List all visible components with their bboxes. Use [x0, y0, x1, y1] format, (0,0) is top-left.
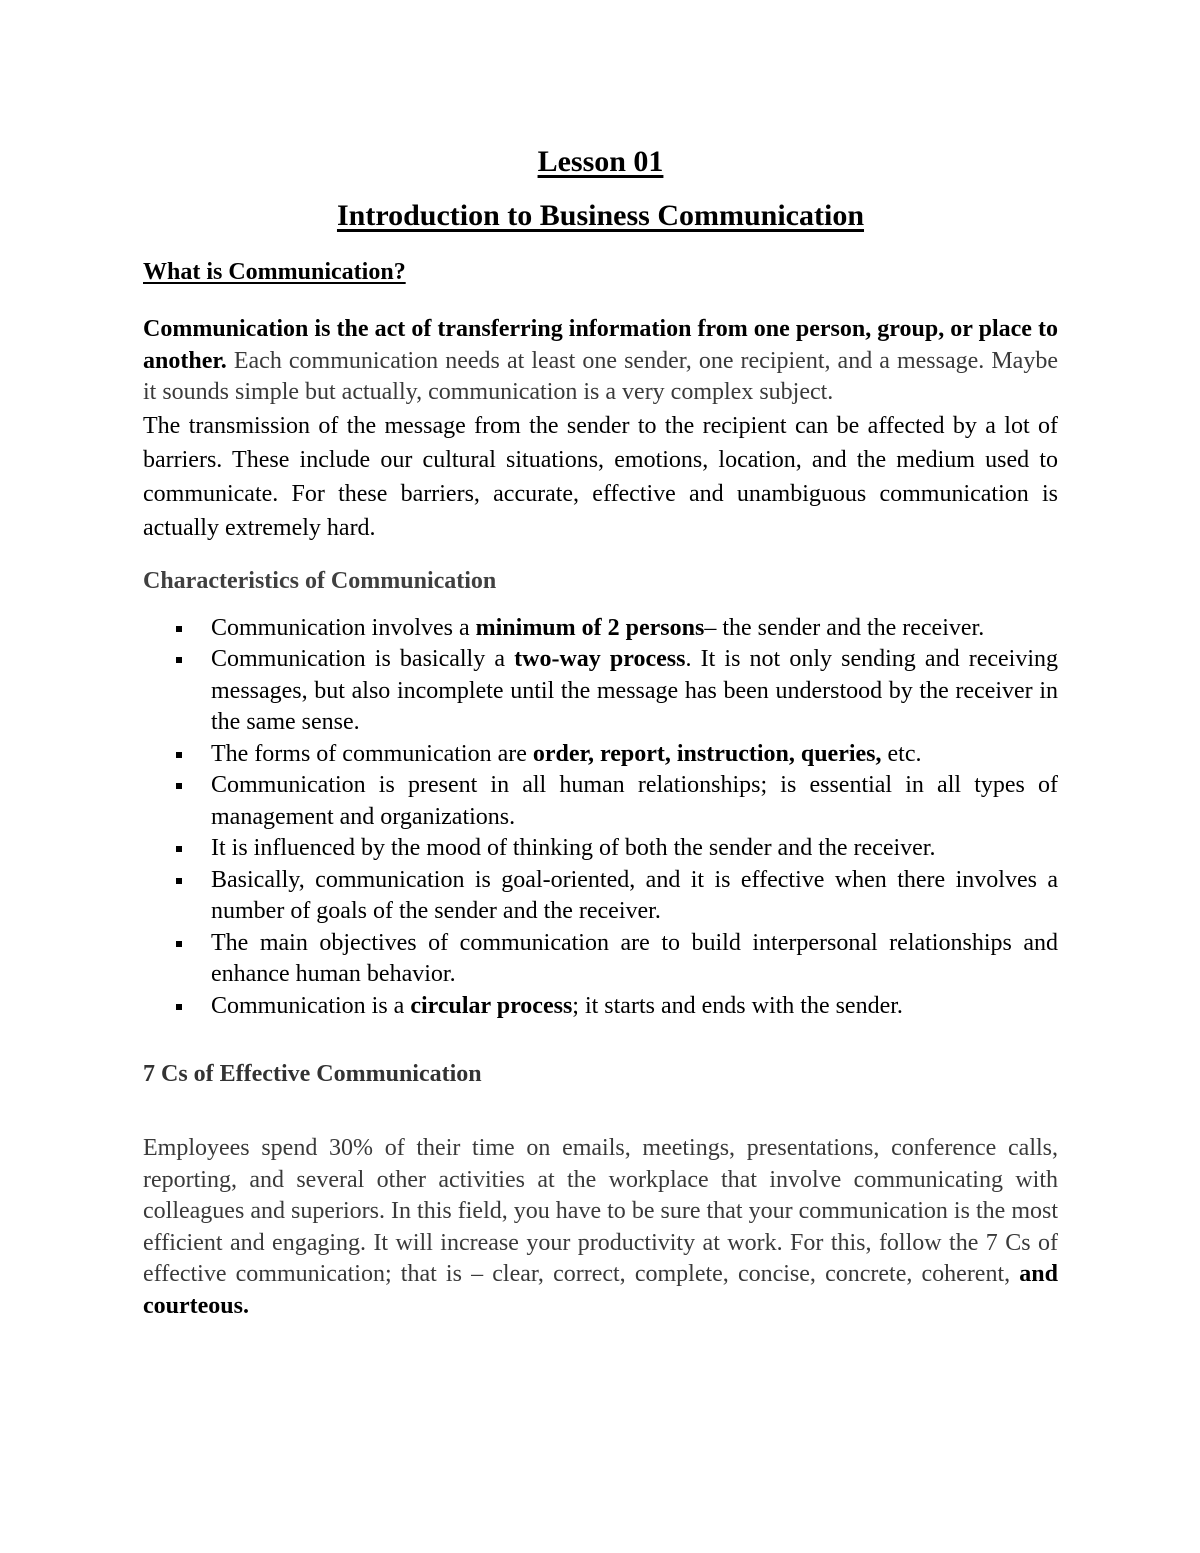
- list-item-text-after: – the sender and the receiver.: [704, 614, 985, 641]
- square-bullet-icon: [176, 846, 182, 852]
- characteristics-heading: Characteristics of Communication: [143, 567, 497, 594]
- list-item: [143, 739, 1058, 771]
- square-bullet-icon: [176, 941, 182, 947]
- square-bullet-icon: [176, 752, 182, 758]
- list-item-text: It is influenced by the mood of thinking of both the sender and the receiver.: [211, 835, 936, 861]
- list-item-text-after: etc.: [881, 740, 922, 767]
- list-item-text: The main objectives of communication are to build interpersonal relationships and enhance human behavior.: [211, 929, 1058, 987]
- list-item-bold: two-way process: [514, 646, 686, 672]
- square-bullet-icon: [176, 626, 182, 632]
- list-item-text: The forms of communication are: [211, 740, 533, 767]
- barriers-paragraph: The transmission of the message from the sender to the recipient can be affected by a lot of barriers. These include our cultural situations, emotions, location, and the medium used to communicate. For these barriers, accurate, effective and unambiguous communication is actually extremely hard.: [143, 412, 1058, 541]
- list-item: [143, 865, 1058, 928]
- seven-cs-paragraph: [143, 1133, 1058, 1322]
- definition-rest: Each communication needs at least one sender, one recipient, and a message. Maybe it sounds simple but actually, communication is a very complex subject.: [143, 347, 1058, 405]
- list-item: [143, 833, 1058, 865]
- document-page: [143, 140, 1058, 1322]
- list-item: [143, 613, 1058, 645]
- list-item: [143, 770, 1058, 833]
- list-item-bold: order, report, instruction, queries,: [532, 740, 882, 767]
- what-is-communication-heading: What is Communication?: [143, 259, 406, 285]
- list-item-text: Communication is present in all human relationships; is essential in all types of management and organizations.: [211, 772, 1058, 830]
- list-item: [143, 644, 1058, 739]
- seven-cs-heading: 7 Cs of Effective Communication: [143, 1061, 482, 1087]
- list-item-bold: minimum of 2 persons: [475, 614, 705, 641]
- list-item-text: Basically, communication is goal-oriented, and it is effective when there involves a number of goals of the sender and the receiver.: [211, 866, 1058, 924]
- definition-paragraph: [143, 314, 1058, 409]
- list-item: [143, 928, 1058, 991]
- lesson-title: Lesson 01: [537, 145, 664, 178]
- list-item: [143, 991, 1058, 1023]
- definition-bold-lead: Communication is the act of transferring information from one person, group, or place to another.: [143, 316, 1058, 374]
- square-bullet-icon: [176, 1004, 182, 1010]
- list-item-text: Communication is a: [211, 992, 411, 1019]
- square-bullet-icon: [176, 657, 182, 663]
- list-item-text: Communication involves a: [211, 614, 476, 641]
- square-bullet-icon: [176, 878, 182, 884]
- seven-cs-bold-tail: and courteous.: [143, 1261, 1058, 1319]
- square-bullet-icon: [176, 783, 182, 789]
- list-item-text-after: ; it starts and ends with the sender.: [572, 992, 903, 1019]
- list-item-text: Communication is basically a: [211, 646, 515, 672]
- seven-cs-text: Employees spend 30% of their time on emails, meetings, presentations, conference calls, reporting, and several other activities at the workplace that involve communicating with colleagues and superiors. In this field, you have to be sure that your communication is the most efficient and engaging. It will increase your productivity at work. For this, follow the 7 Cs of effective communication; that is – clear, correct, complete, concise, concrete, coherent,: [143, 1135, 1058, 1287]
- characteristics-list: [143, 613, 1058, 1023]
- list-item-text-after: . It is not only sending and receiving messages, but also incomplete until the message has been understood by the receiver in the same sense.: [211, 646, 1058, 735]
- list-item-bold: circular process: [410, 992, 573, 1019]
- lesson-subtitle: Introduction to Business Communication: [336, 199, 865, 232]
